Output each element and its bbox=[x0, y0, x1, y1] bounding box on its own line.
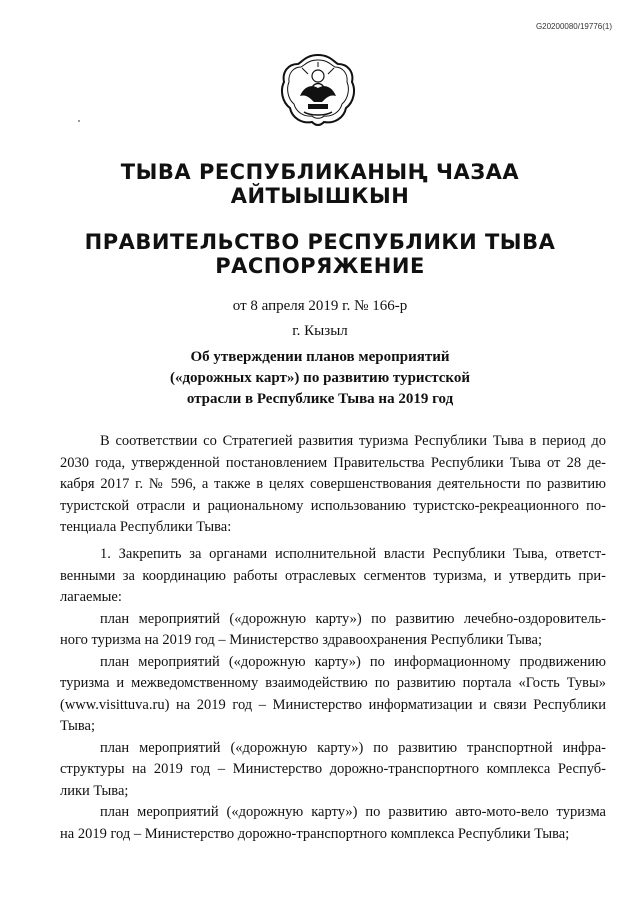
coat-of-arms-emblem bbox=[278, 52, 358, 128]
city-name: г. Кызыл bbox=[292, 323, 348, 339]
body-line: туризма и межведомственному взаимодействию по развитию портала «Гость Тувы» bbox=[60, 675, 606, 691]
document-title-line: («дорожных карт») по развитию туристской bbox=[169, 370, 471, 386]
document-title-line: Об утверждении планов мероприятий bbox=[190, 349, 450, 365]
clause-1-section bbox=[60, 544, 606, 845]
body-line: на 2019 год – Министерство дорожно-транспортного комплекса Республики Тыва; bbox=[60, 825, 570, 842]
heading-government-line2: РАСПОРЯЖЕНИЕ bbox=[215, 254, 425, 278]
body-line: план мероприятий («дорожную карту») по информационному продвижению bbox=[100, 653, 606, 670]
body-line: лики Тыва; bbox=[60, 782, 129, 799]
body-line: план мероприятий («дорожную карту») по развитию транспортной инфра- bbox=[100, 739, 606, 756]
body-line: (www.visittuva.ru) на 2019 год – Министерство информатизации и связи Республики bbox=[60, 696, 606, 713]
body-line: структуры на 2019 год – Министерство дорожно-транспортного комплекса Респуб- bbox=[60, 761, 606, 777]
document-title-line: отрасли в Республике Тыва на 2019 год bbox=[186, 391, 454, 407]
order-date-number: от 8 апреля 2019 г. № 166-р bbox=[232, 298, 408, 314]
heading-tyva-line2: АЙТЫЫШКЫН bbox=[230, 184, 410, 208]
body-line: ного туризма на 2019 год – Министерство здравоохранения Республики Тыва; bbox=[60, 632, 543, 648]
document-code: G20200080/19776(1) bbox=[535, 22, 612, 31]
preamble-line: кабря 2017 г. № 596, а также в целях совершенствования деятельности по развитию bbox=[60, 476, 606, 492]
heading-tyva-line1: ТЫВА РЕСПУБЛИКАНЫҢ ЧАЗАА bbox=[120, 160, 520, 184]
preamble-paragraph bbox=[60, 431, 606, 539]
preamble-line: тенциала Республики Тыва: bbox=[60, 519, 232, 535]
heading-government-line1: ПРАВИТЕЛЬСТВО РЕСПУБЛИКИ ТЫВА bbox=[84, 230, 556, 254]
body-line: лагаемые: bbox=[60, 589, 122, 605]
body-line: план мероприятий («дорожную карту») по развитию авто-мото-вело туризма bbox=[100, 804, 606, 820]
body-line: Тыва; bbox=[60, 718, 95, 734]
preamble-line: В соответствии со Стратегией развития туризма Республики Тыва в период до bbox=[100, 433, 606, 449]
preamble-line: туристской отрасли и рациональному использованию туристско-рекреационного по- bbox=[60, 497, 606, 514]
scan-speck bbox=[78, 120, 80, 122]
body-line: 1. Закрепить за органами исполнительной власти Республики Тыва, ответст- bbox=[100, 546, 606, 562]
body-line: венными за координацию работы отраслевых сегментов туризма, и утвердить при- bbox=[60, 567, 606, 584]
preamble-line: 2030 года, утвержденной постановлением Правительства Республики Тыва от 28 де- bbox=[60, 454, 606, 471]
body-line: план мероприятий («дорожную карту») по развитию лечебно-оздоровитель- bbox=[100, 610, 606, 627]
